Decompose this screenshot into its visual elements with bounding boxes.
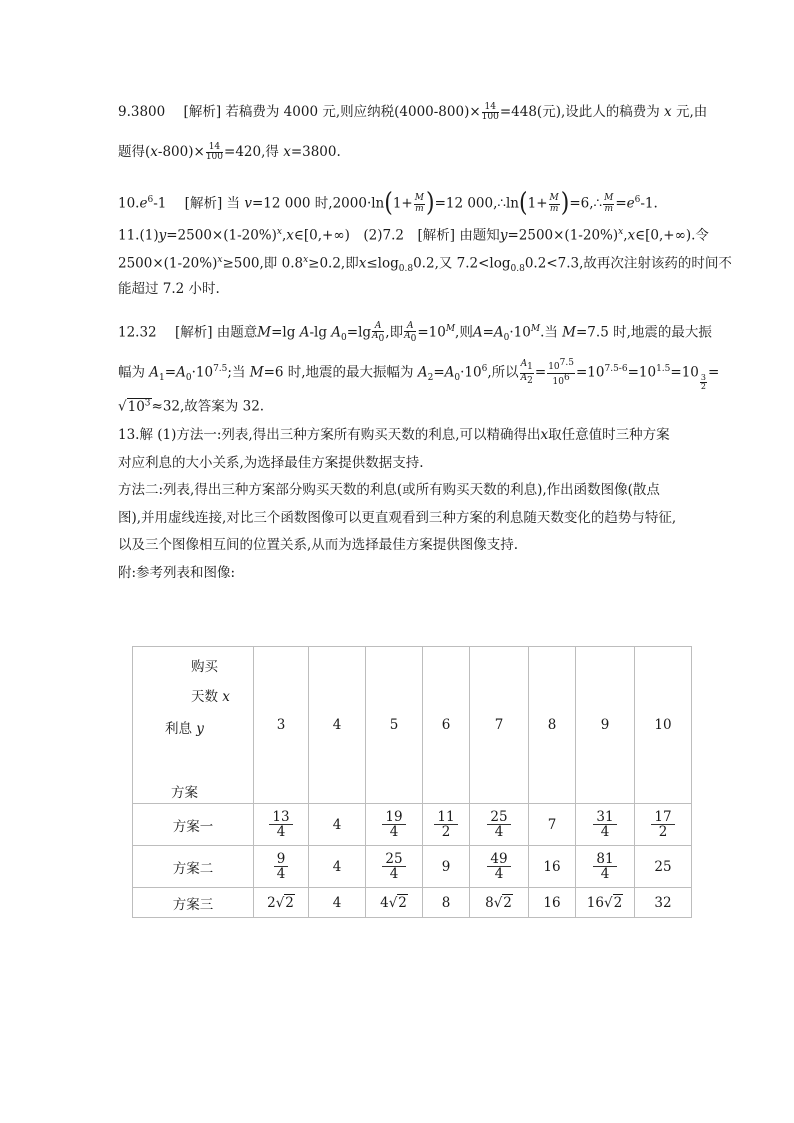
denominator: 100 [481, 112, 499, 122]
subscript: 0 [503, 333, 510, 344]
text: =10 [670, 364, 699, 381]
radicand: 2 [285, 894, 294, 911]
problem-10 [118, 183, 678, 217]
subscript: 2 [527, 375, 533, 386]
denominator [404, 332, 416, 344]
exponent: 6 [481, 364, 488, 374]
numerator: 19 [382, 810, 405, 825]
sqrt: √2 [388, 894, 407, 911]
var: x [283, 144, 291, 160]
cell [366, 846, 423, 888]
text: 当 [226, 195, 241, 212]
cell [254, 846, 309, 888]
text: =lg [271, 324, 296, 341]
subscript: 0.8 [398, 264, 414, 275]
text: 1+ [392, 195, 413, 212]
exponent: 7.5-6 [604, 364, 628, 374]
numerator: A [404, 322, 416, 332]
denominator: 4 [494, 824, 504, 840]
text: ,即 [385, 324, 404, 341]
var: x [358, 255, 367, 272]
table-row [133, 888, 692, 918]
text: =lg [346, 324, 372, 341]
text: =6 时,地震的最大振幅为 [263, 364, 414, 381]
denominator: m [415, 203, 424, 214]
cell [366, 804, 423, 846]
denominator: 4 [276, 824, 286, 840]
cell: 4 [309, 846, 366, 888]
var: M [530, 324, 541, 334]
problem-11-line-2 [118, 246, 732, 275]
text: ;当 [227, 364, 246, 381]
radicand: 2 [503, 894, 512, 911]
fraction [520, 360, 534, 385]
var: M [257, 324, 272, 341]
text: ·10 [191, 364, 214, 381]
denominator [520, 374, 534, 386]
text: = [164, 364, 177, 381]
cell [423, 804, 470, 846]
text: ∈[0,+∞).令 [635, 227, 709, 244]
denominator: 4 [389, 824, 399, 840]
analysis-tag: [解析] [417, 227, 456, 244]
var: A [149, 364, 160, 381]
var: A [331, 324, 342, 341]
cell: 9 [423, 846, 470, 888]
text: 取任意值时三种方案对应利息的大小关系,为选择最佳方案提供数据支持. [118, 427, 670, 471]
var: M [562, 324, 576, 341]
coefficient: 16 [586, 894, 604, 911]
denominator: 2 [658, 824, 668, 840]
day-header: 8 [529, 647, 576, 804]
text: 13.解 (1)方法一:列表,得出三种方案所有购买天数的利息,可以精确得出 [118, 427, 541, 443]
var: A [444, 364, 455, 381]
text: ,所以 [487, 364, 519, 381]
numerator: A [372, 322, 384, 332]
text: -1 [153, 195, 167, 212]
var: x [217, 255, 223, 265]
text: = [615, 195, 627, 212]
problem-number: 9.3800 [118, 104, 166, 120]
fraction [603, 194, 614, 214]
header-text [165, 717, 204, 737]
text: 题得( [118, 144, 151, 160]
fraction [482, 103, 499, 123]
text: .当 [540, 324, 558, 341]
denominator: 4 [600, 824, 610, 840]
fraction [382, 852, 405, 881]
fraction [414, 194, 425, 214]
text: =2500×(1-20%) [507, 227, 619, 244]
text: ·10 [460, 364, 482, 381]
var: A [176, 364, 186, 381]
problem-13-method-2: 方法二:列表,得出三种方案部分购买天数的利息(或所有购买天数的利息),作出函数图像(散点图),并用虚线连接,对比三个函数图像可以更直观看到三种方案的利息随天数变化的趋势与特征,以及三个图像相互间的位置关系,从而为选择最佳方案提供图像支持. [118, 482, 677, 553]
subscript: 1 [527, 362, 533, 373]
text: ≤log [366, 255, 399, 272]
coefficient: 8 [485, 894, 494, 911]
row-label: 方案一 [133, 804, 254, 846]
fraction [372, 322, 384, 345]
problem-12-line-1 [118, 310, 712, 348]
cell [254, 804, 309, 846]
text: ·10 [509, 324, 531, 341]
text: = [708, 364, 720, 381]
numerator: 11 [434, 810, 457, 825]
var: x [540, 427, 549, 443]
var: A [493, 324, 504, 341]
fraction [269, 810, 292, 839]
numerator: 25 [382, 852, 405, 867]
text: =6,∴ [569, 195, 603, 212]
paren: ( [519, 188, 528, 219]
exponent: 6 [634, 195, 641, 205]
paren: ( [384, 188, 393, 219]
numerator: 31 [593, 810, 616, 825]
text: , [281, 227, 287, 244]
problem-12-line-3 [118, 388, 678, 418]
fraction [434, 810, 457, 839]
radicand [127, 398, 152, 415]
denominator: 100 [205, 152, 224, 162]
paren: ) [425, 188, 435, 219]
numerator: 13 [269, 810, 292, 825]
var: e [626, 195, 635, 212]
var: x [286, 227, 294, 244]
base: 10 [552, 376, 564, 387]
problem-13-attachment: 附:参考列表和图像: [118, 564, 236, 581]
denominator: 4 [389, 866, 399, 882]
var: A [520, 359, 528, 370]
problem-number: 10. [118, 195, 140, 212]
var: x [618, 227, 624, 237]
numerator: 14 [482, 103, 499, 113]
analysis-tag: [解析] [184, 195, 223, 212]
text: =12 000 时,2000·ln [251, 195, 385, 212]
text: 11.(1) [118, 227, 159, 244]
cell [470, 804, 529, 846]
day-header: 10 [635, 647, 692, 804]
coefficient: 4 [380, 894, 389, 911]
cell [576, 804, 635, 846]
text: =10 [417, 324, 446, 341]
radicand: 2 [613, 894, 623, 911]
text: 2500×(1-20%) [118, 255, 218, 272]
row-label: 方案三 [133, 888, 254, 918]
text: ≈32,故答案为 32. [151, 398, 265, 415]
text: , [623, 227, 628, 244]
day-header: 3 [254, 647, 309, 804]
numerator: 49 [487, 852, 510, 867]
problem-11-line-3 [118, 275, 678, 304]
text: -800)× [157, 144, 205, 160]
sqrt: √2 [603, 894, 623, 911]
var: A [417, 364, 428, 381]
header-text: 天数 [191, 689, 218, 705]
text: =10 [575, 364, 605, 381]
cell [366, 888, 423, 918]
numerator [547, 359, 575, 373]
var: A [472, 324, 483, 341]
denominator: 4 [600, 866, 610, 882]
text: 由题知 [459, 227, 500, 244]
header-text: 利息 [165, 721, 192, 737]
subscript: 0 [185, 373, 192, 384]
numerator [520, 360, 534, 373]
cell [576, 888, 635, 918]
text: -1. [640, 195, 658, 212]
answer-page [118, 95, 732, 587]
text: =7.5 时,地震的最大振 [576, 324, 712, 341]
text: 能超过 7.2 小时. [118, 281, 220, 297]
var: A [520, 372, 528, 383]
fraction [206, 143, 223, 163]
problem-13-method-1 [118, 422, 678, 477]
var: x [150, 144, 158, 160]
sqrt: √2 [493, 894, 512, 911]
text: 若稿费为 4000 元,则应纳税(4000-800)× [225, 104, 481, 120]
var: x [303, 255, 309, 265]
interest-table [132, 646, 692, 918]
var: A [372, 331, 379, 342]
cell [254, 888, 309, 918]
fraction-exponent [700, 374, 707, 392]
base: 10 [127, 398, 145, 415]
var: M [249, 364, 264, 381]
denominator: m [549, 203, 559, 214]
row-label: 方案二 [133, 846, 254, 888]
text: ∈[0,+∞) (2)7.2 [293, 227, 418, 244]
text: 1+ [527, 195, 548, 212]
var: A [299, 324, 310, 341]
fraction [593, 810, 616, 839]
problem-11-line-1 [118, 219, 709, 246]
subscript: 1 [159, 373, 165, 384]
cell: 25 [635, 846, 692, 888]
denominator [547, 374, 575, 387]
exponent: 7.5 [559, 358, 574, 369]
subscript: 2 [427, 373, 434, 384]
numerator: 17 [651, 810, 674, 825]
numerator: 9 [274, 852, 289, 867]
var: x [627, 227, 636, 244]
exponent: 1.5 [656, 364, 671, 374]
subscript: 0 [454, 373, 461, 384]
table-row [133, 804, 692, 846]
numerator: M [549, 193, 559, 204]
numerator: 3 [700, 372, 706, 382]
text: =10 [627, 364, 657, 381]
var: e [139, 195, 148, 212]
exponent: 6 [147, 195, 154, 205]
cell [470, 888, 529, 918]
text: ,则 [455, 324, 473, 341]
diagonal-header-cell [133, 647, 254, 804]
fraction [651, 810, 674, 839]
numerator: 81 [593, 852, 616, 867]
numerator: M [604, 193, 614, 204]
cell: 32 [635, 888, 692, 918]
numerator: 25 [487, 810, 510, 825]
coefficient: 2 [267, 894, 276, 911]
table-header-row [133, 647, 692, 804]
cell: 7 [529, 804, 576, 846]
text: =2500×(1-20%) [166, 227, 277, 244]
var: A [404, 331, 411, 342]
analysis-tag: [解析] [183, 104, 222, 120]
fraction [487, 810, 510, 839]
subscript: 0 [378, 333, 385, 344]
text: =12 000,∴ln [434, 195, 520, 212]
cell: 16 [529, 888, 576, 918]
denominator: 2 [700, 382, 706, 392]
denominator [372, 332, 384, 344]
fraction [274, 852, 289, 881]
subscript: 0 [410, 333, 417, 344]
text: 0.2,又 7.2<log [413, 255, 511, 272]
var: y [499, 227, 508, 244]
cell [635, 804, 692, 846]
text: = [534, 364, 547, 381]
header-text: 方案 [171, 785, 198, 801]
text: 元,由 [675, 104, 708, 120]
day-header: 9 [576, 647, 635, 804]
subscript: 0.8 [510, 264, 525, 275]
cell: 4 [309, 888, 366, 918]
subscript: 0 [341, 333, 347, 344]
day-header: 7 [470, 647, 529, 804]
cell: 4 [309, 804, 366, 846]
header-text [191, 685, 230, 705]
header-text: 购买 [191, 659, 218, 675]
var: x [276, 227, 282, 237]
problem-12-line-2 [118, 350, 720, 392]
day-header: 4 [309, 647, 366, 804]
var: M [445, 324, 456, 334]
text: -lg [309, 324, 327, 341]
numerator: 14 [206, 143, 223, 153]
problem-number: 12.32 [118, 324, 157, 341]
radicand: 2 [398, 894, 407, 911]
cell: 8 [423, 888, 470, 918]
numerator: M [414, 193, 424, 204]
cell [470, 846, 529, 888]
denominator: 2 [441, 824, 451, 840]
text: ≥500,即 0.8 [222, 255, 304, 272]
var: y [196, 721, 204, 737]
day-header: 5 [366, 647, 423, 804]
text: =448(元),设此人的稿费为 [499, 104, 660, 120]
fraction [382, 810, 405, 839]
fraction [593, 852, 616, 881]
sqrt: √2 [275, 894, 294, 911]
text: 幅为 [118, 364, 145, 381]
analysis-tag: [解析] [174, 324, 213, 341]
sqrt: $√10^3$ [118, 398, 151, 415]
var: v [244, 195, 252, 212]
text: 由题意 [216, 324, 258, 341]
cell [576, 846, 635, 888]
text: = [482, 324, 494, 341]
paren: ) [560, 188, 570, 219]
fraction [487, 852, 510, 881]
denominator: m [604, 203, 613, 214]
text: = [433, 364, 445, 381]
base: 10 [548, 362, 560, 373]
denominator: 4 [276, 866, 286, 882]
text: ≥0.2,即 [308, 255, 359, 272]
text: 0.2<7.3,故再次注射该药的时间不 [524, 255, 732, 272]
var: x [664, 104, 672, 120]
exponent: 3 [144, 398, 151, 408]
fraction [549, 194, 560, 214]
var: x [222, 689, 230, 705]
table-row [133, 846, 692, 888]
text: =3800. [290, 144, 341, 160]
day-header: 6 [423, 647, 470, 804]
cell: 16 [529, 846, 576, 888]
fraction [404, 322, 416, 345]
fraction [547, 359, 575, 387]
problem-9-line-2 [118, 135, 678, 169]
text: =420,得 [224, 144, 279, 160]
problem-9-line-1 [118, 95, 708, 129]
denominator: 4 [494, 866, 504, 882]
exponent: 6 [563, 372, 570, 383]
exponent: 7.5 [213, 364, 228, 374]
var: y [158, 227, 167, 244]
